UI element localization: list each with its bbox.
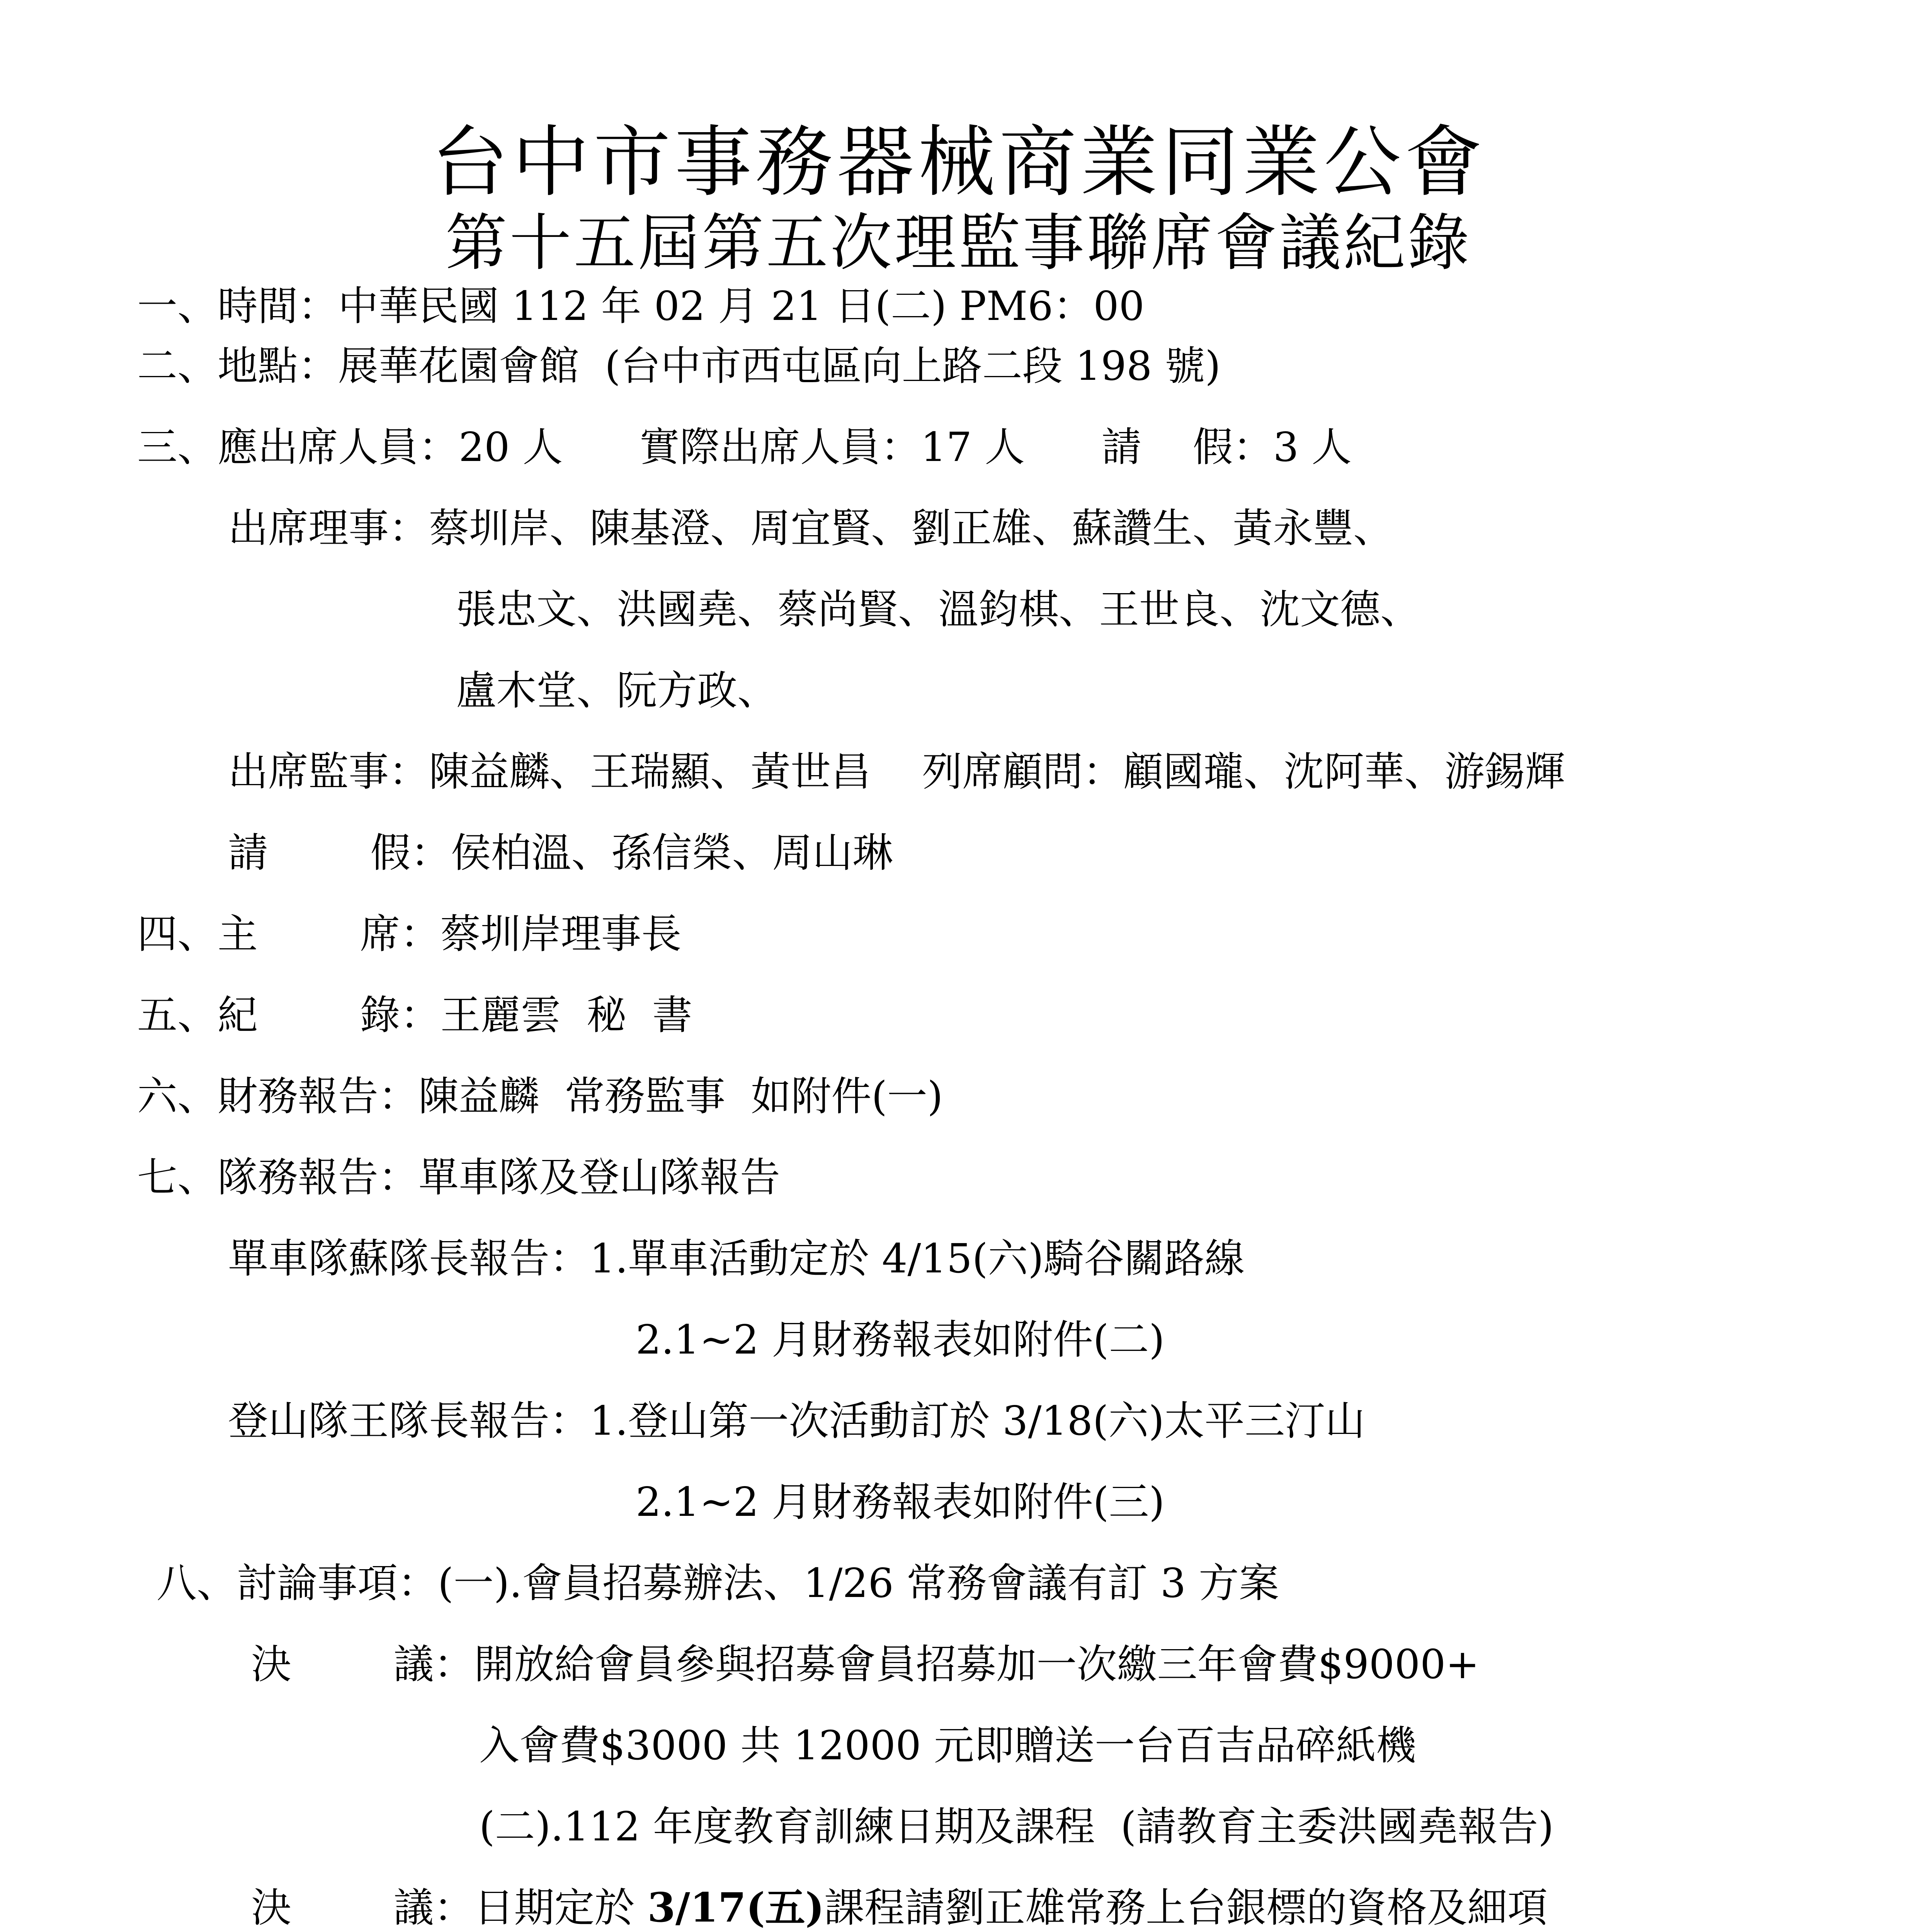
directors-line-2: 張忠文、洪國堯、蔡尚賢、溫鈞棋、王世良、沈文德、: [456, 586, 1421, 633]
resolution-2: [251, 1884, 1548, 1931]
meeting-time: 一、時間：中華民國 112 年 02 月 21 日(二) PM6：00: [137, 282, 1145, 330]
leave-line: 請 假：侯柏溫、孫信榮、周山琳: [228, 829, 893, 876]
directors-line-3: 盧木堂、阮方政、: [456, 667, 778, 714]
bike-team-line-1: 單車隊蘇隊長報告：1.單車活動定於 4/15(六)騎谷關路線: [228, 1235, 1245, 1282]
resolution-1-line-1: 決 議：開放給會員參與招募會員招募加一次繳三年會費$9000+: [251, 1641, 1480, 1688]
supervisors-line: 出席監事：陳益麟、王瑞顯、黃世昌 列席顧問：顧國瓏、沈阿華、游錫輝: [228, 748, 1565, 795]
meeting-place: 二、地點：展華花園會館 (台中市西屯區向上路二段 198 號): [137, 342, 1221, 389]
resolution-2-date: 3/17(五): [647, 1884, 825, 1931]
hiking-team-line-2: 2.1~2 月財務報表如附件(三): [636, 1478, 1165, 1526]
directors-line-1: 出席理事：蔡圳岸、陳基澄、周宜賢、劉正雄、蘇讚生、黃永豐、: [228, 505, 1394, 552]
recorder-line: 五、紀 錄：王麗雲 秘 書: [137, 992, 692, 1039]
chair-line: 四、主 席：蔡圳岸理事長: [137, 910, 682, 957]
discussion-item-2: (二).112 年度教育訓練日期及課程 (請教育主委洪國堯報告): [479, 1803, 1554, 1850]
document-title: 台中市事務器械商業同業公會: [431, 117, 1486, 207]
document-subtitle: 第十五屆第五次理監事聯席會議紀錄: [445, 207, 1472, 279]
attendance-summary: 三、應出席人員：20 人 實際出席人員：17 人 請 假：3 人: [137, 423, 1352, 471]
resolution-1-line-2: 入會費$3000 共 12000 元即贈送一台百吉品碎紙機: [479, 1722, 1416, 1769]
resolution-2-prefix: 決 議：日期定於: [251, 1884, 648, 1931]
hiking-team-line-1: 登山隊王隊長報告：1.登山第一次活動訂於 3/18(六)太平三汀山: [228, 1397, 1365, 1444]
finance-report-line: 六、財務報告：陳益麟 常務監事 如附件(一): [137, 1073, 943, 1120]
bike-team-line-2: 2.1~2 月財務報表如附件(二): [636, 1316, 1165, 1363]
resolution-2-suffix: 課程請劉正雄常務上台銀標的資格及細項: [824, 1884, 1548, 1931]
discussion-item-1: 八、討論事項：(一).會員招募辦法、1/26 常務會議有訂 3 方案: [156, 1560, 1279, 1607]
team-report-line: 七、隊務報告：單車隊及登山隊報告: [137, 1154, 781, 1201]
